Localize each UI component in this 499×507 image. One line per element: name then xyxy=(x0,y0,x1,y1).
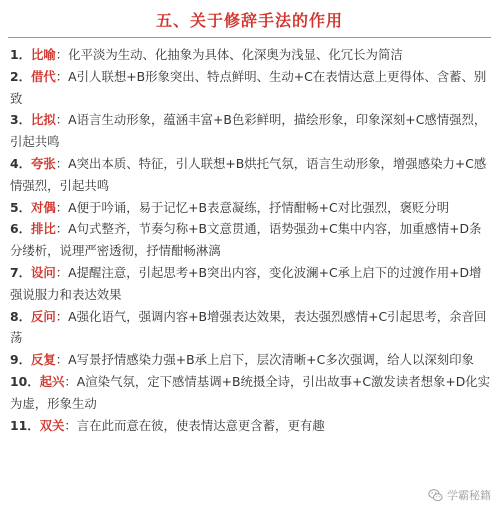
title-area xyxy=(0,6,499,36)
item-text: ：A写景抒情感染力强+B承上启下，层次清晰+C多次强调，给人以深刻印象 xyxy=(55,352,474,368)
item-text: ：A突出本质、特征，引人联想+B烘托气氛，语言生动形象，增强感染力+C感情强烈，引起共鸣 xyxy=(10,155,487,193)
item-number: 8． xyxy=(10,308,32,324)
rhetoric-list xyxy=(10,44,492,436)
item-number: 4． xyxy=(10,155,32,171)
item-term: 对偶 xyxy=(31,199,56,215)
item-term: 比喻 xyxy=(31,47,56,62)
item-term: 夸张 xyxy=(31,155,56,171)
item-term: 反问 xyxy=(31,308,56,324)
list-item xyxy=(10,371,492,415)
item-number: 2． xyxy=(10,68,32,84)
list-item xyxy=(10,218,492,262)
list-item xyxy=(10,109,492,153)
item-term: 排比 xyxy=(31,221,56,237)
item-term: 设问 xyxy=(31,264,56,280)
wechat-icon xyxy=(428,488,443,503)
item-number: 6． xyxy=(10,221,32,237)
title-divider xyxy=(8,37,491,38)
list-item xyxy=(10,415,492,437)
item-number: 1． xyxy=(10,47,32,62)
list-item xyxy=(10,197,492,219)
item-term: 反复 xyxy=(31,352,56,368)
item-text: ：化平淡为生动、化抽象为具体、化深奥为浅显、化冗长为简洁 xyxy=(55,47,403,62)
item-number: 9． xyxy=(10,352,32,368)
item-term: 起兴 xyxy=(39,373,65,389)
item-number: 5． xyxy=(10,199,32,215)
list-item xyxy=(10,349,492,371)
item-text: ：A强化语气，强调内容+B增强表达效果，表达强烈感情+C引起思考，余音回荡 xyxy=(10,308,487,346)
watermark xyxy=(428,487,491,503)
list-item xyxy=(10,306,492,350)
watermark-text: 学霸秘籍 xyxy=(447,489,491,502)
item-text: ：A提醒注意，引起思考+B突出内容，变化波澜+C承上启下的过渡作用+D增强说服力和表达效果 xyxy=(10,264,482,302)
item-text: ：A便于吟诵，易于记忆+B表意凝练，抒情酣畅+C对比强烈，褒贬分明 xyxy=(55,199,450,215)
item-text: ：A句式整齐，节奏匀称+B文意贯通，语势强劲+C集中内容，加重感情+D条分缕析，说理严密透彻，抒情酣畅淋漓 xyxy=(10,221,482,259)
item-term: 借代 xyxy=(31,68,56,84)
item-number: 11． xyxy=(10,417,40,433)
item-text: ：A语言生动形象，蕴涵丰富+B色彩鲜明，描绘形象，印象深刻+C感情强烈，引起共鸣 xyxy=(10,112,487,150)
list-item xyxy=(10,66,492,110)
item-text: ：言在此而意在彼，使表情达意更含蓄，更有趣 xyxy=(64,417,325,433)
page-title: 五、关于修辞手法的作用 xyxy=(155,11,343,30)
item-number: 7． xyxy=(10,264,32,280)
item-term: 比拟 xyxy=(31,112,56,128)
item-text: ：A渲染气氛，定下感情基调+B统摄全诗，引出故事+C激发读者想象+D化实为虚，形象生动 xyxy=(10,373,491,411)
item-number: 10． xyxy=(10,373,40,389)
list-item xyxy=(10,262,492,306)
list-item xyxy=(10,153,492,197)
list-item xyxy=(10,44,492,66)
item-text: ：A引人联想+B形象突出、特点鲜明、生动+C在表情达意上更得体、含蓄、别致 xyxy=(10,68,487,106)
item-number: 3． xyxy=(10,112,32,128)
item-term: 双关 xyxy=(39,417,65,433)
